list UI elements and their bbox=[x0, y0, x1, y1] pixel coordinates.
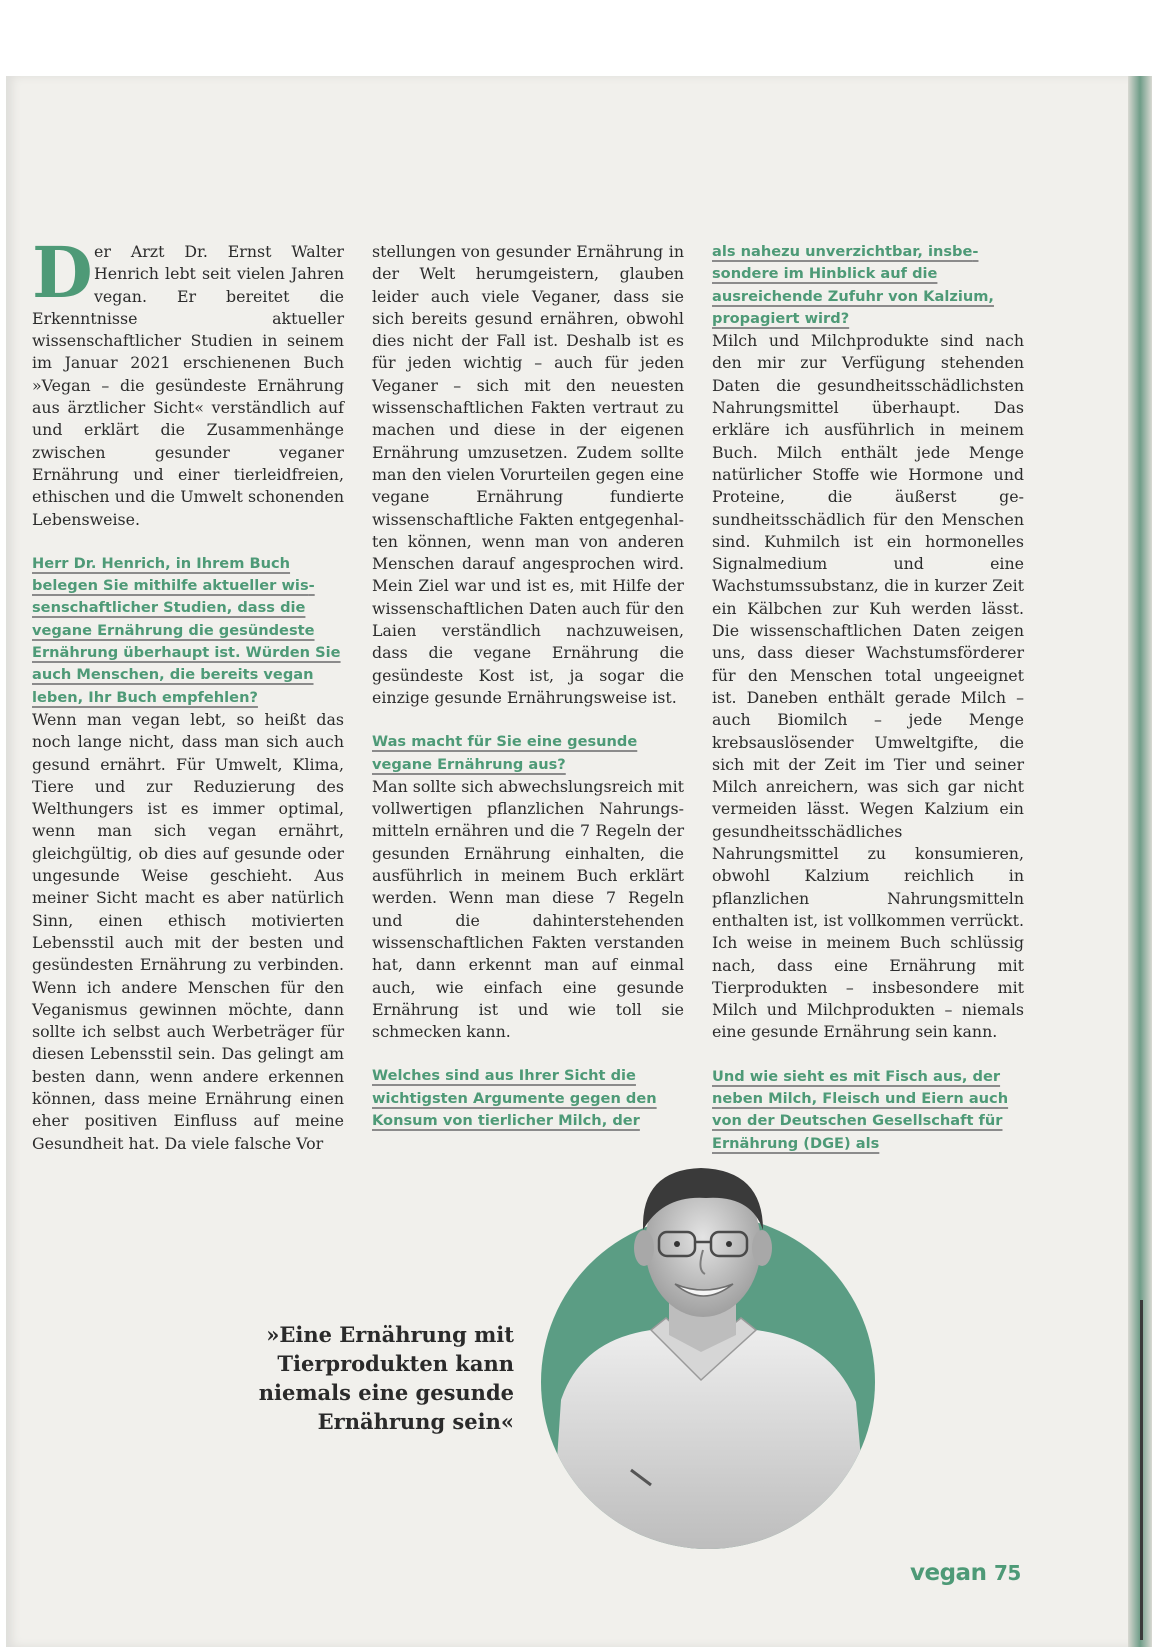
scan-top-margin bbox=[0, 0, 1152, 76]
intro-text: er Arzt Dr. Ernst Walter Henrich lebt seit vielen Jahren vegan. Er bereitet die Erkenntnisse aktueller wissenschaftlicher Studien in seinem im Januar 2021 erschienenen Buch »Vegan – die gesündeste Ernährung aus ärztlicher Sicht« verständlich auf und erklärt die Zusammenhänge zwischen gesunder veganer Ernährung und einer tierleidfreien, ethischen und die Umwelt schonenden Lebensweise. bbox=[32, 242, 344, 529]
portrait-photo bbox=[541, 1140, 875, 1549]
question-3-continued: als nahezu unverzichtbar, insbesondere im Hinblick auf die ausreichende Zufuhr von Kalzium, propagiert wird? bbox=[712, 243, 994, 327]
portrait-illustration bbox=[541, 1140, 875, 1549]
spine-line bbox=[1140, 1300, 1143, 1640]
page-footer bbox=[910, 1560, 1021, 1586]
question-3: Welches sind aus Ihrer Sicht die wichtigsten Argumente gegen den Konsum von tierlicher Milch, der bbox=[372, 1067, 657, 1129]
answer-2: Man sollte sich abwechslungsreich mit vollwertigen pflanzlichen Nahrungsmitteln ernähren und die 7 Regeln der gesunden Ernährung einhalten, die ausführlich in meinem Buch erklärt werden. Wenn man diese 7 Regeln und die dahinterstehenden wissenschaftlichen Fakten verstanden hat, dann erkennt man auf einmal auch, wie einfach eine gesunde Ernährung ist und wie toll sie schmecken kann. bbox=[372, 776, 684, 1042]
answer-3: Milch und Milchprodukte sind nach den mir zur Verfügung stehenden Daten die gesundheitsschädlichsten Nahrungsmittel überhaupt. Das erkläre ich ausführlich in meinem Buch. Milch enthält jede Menge natürlicher Stoffe wie Hormone und Proteine, die äußerst gesundheitsschädlich für den Menschen sind. Kuhmilch ist ein hormonelles Signalmedium und eine Wachstumssubstanz, die in kurzer Zeit ein Kälbchen zur Kuh werden lässt. Die wissenschaftlichen Daten zeigen uns, dass dieser Wachstumsförderer für den Menschen total ungeeignet ist. Daneben enthält gerade Milch – auch Biomilch – jede Menge krebsauslösender Umweltgifte, die sich mit der Zeit im Tier und seiner Milch anreichern, was sich gar nicht vermeiden lässt. Wegen Kalzium ein gesundheitsschädliches Nahrungsmittel zu konsumieren, obwohl Kalzium reichlich in pflanzlichen Nahrungsmitteln enthalten ist, ist vollkommen verrückt. Ich weise in meinem Buch schlüssig nach, dass eine Ernährung mit Tierprodukten – insbesondere mit Milch und Milchprodukten – niemals eine gesunde Ernährung sein kann. bbox=[712, 331, 1024, 1042]
question-2: Was macht für Sie eine gesunde vegane Ernährung aus? bbox=[372, 733, 638, 773]
pull-quote: »Eine Ernährung mit Tierprodukten kann niemals eine gesunde Ernährung sein« bbox=[258, 1322, 514, 1434]
intro-paragraph bbox=[32, 231, 344, 531]
column-2 bbox=[372, 241, 684, 1132]
question-1: Herr Dr. Henrich, in Ihrem Buch belegen Sie mithilfe aktueller wissenschaftlicher Studien, dass die vegane Ernährung die gesündeste Ernährung überhaupt ist. Würden Sie auch Menschen, die bereits vegan leben, Ihr Buch empfehlen? bbox=[32, 554, 341, 706]
question-4: Und wie sieht es mit Fisch aus, der neben Milch, Fleisch und Eiern auch von der Deutschen Gesellschaft für Ernährung (DGE) als bbox=[712, 1067, 1009, 1152]
drop-cap: D bbox=[32, 231, 93, 314]
column-3 bbox=[712, 241, 1024, 1155]
column-1 bbox=[32, 231, 344, 1155]
page-number: 75 bbox=[993, 1561, 1021, 1585]
magazine-name: vegan bbox=[910, 1560, 987, 1586]
answer-1: Wenn man vegan lebt, so heißt das noch lange nicht, dass man sich auch gesund ernährt. Für Umwelt, Klima, Tiere und zur Reduzierung des Welthungers ist es immer optimal, wenn man sich vegan ernährt, gleichgültig, ob dies auf gesunde oder ungesunde Weise geschieht. Aus meiner Sicht macht es aber natürlich Sinn, einen ethisch motivierten Lebensstil auch mit der besten und gesündesten Ernährung zu verbinden. Wenn ich andere Menschen für den Veganismus gewinnen möchte, dann sollte ich selbst auch Werbeträger für diesen Lebensstil sein. Das gelingt am besten dann, wenn andere erkennen können, dass meine Ernährung einen eher positiven Einfluss auf meine Gesundheit hat. Da viele falsche Vor bbox=[32, 709, 344, 1153]
answer-1-continued: stellungen von gesunder Ernährung in der Welt herumgeistern, glauben leider auch viele Veganer, dass sie sich bereits gesund ernähren, obwohl dies nicht der Fall ist. Deshalb ist es für jeden wichtig – auch für jeden Veganer – sich mit den neuesten wissenschaftlichen Fakten vertraut zu machen und diese in der eigenen Ernährung umzusetzen. Zudem sollte man den vielen Vorurteilen gegen eine vegane Ernährung fundierte wissenschaftliche Fakten entgegenhalten können, wenn man von anderen Menschen darauf angesprochen wird. Mein Ziel war und ist es, mit Hilfe der wissenschaftlichen Daten auch für den Laien verständlich nachzuweisen, dass die vegane Ernährung die gesündeste Kost ist, ja sogar die einzige gesunde Ernährungsweise ist. bbox=[372, 242, 684, 707]
